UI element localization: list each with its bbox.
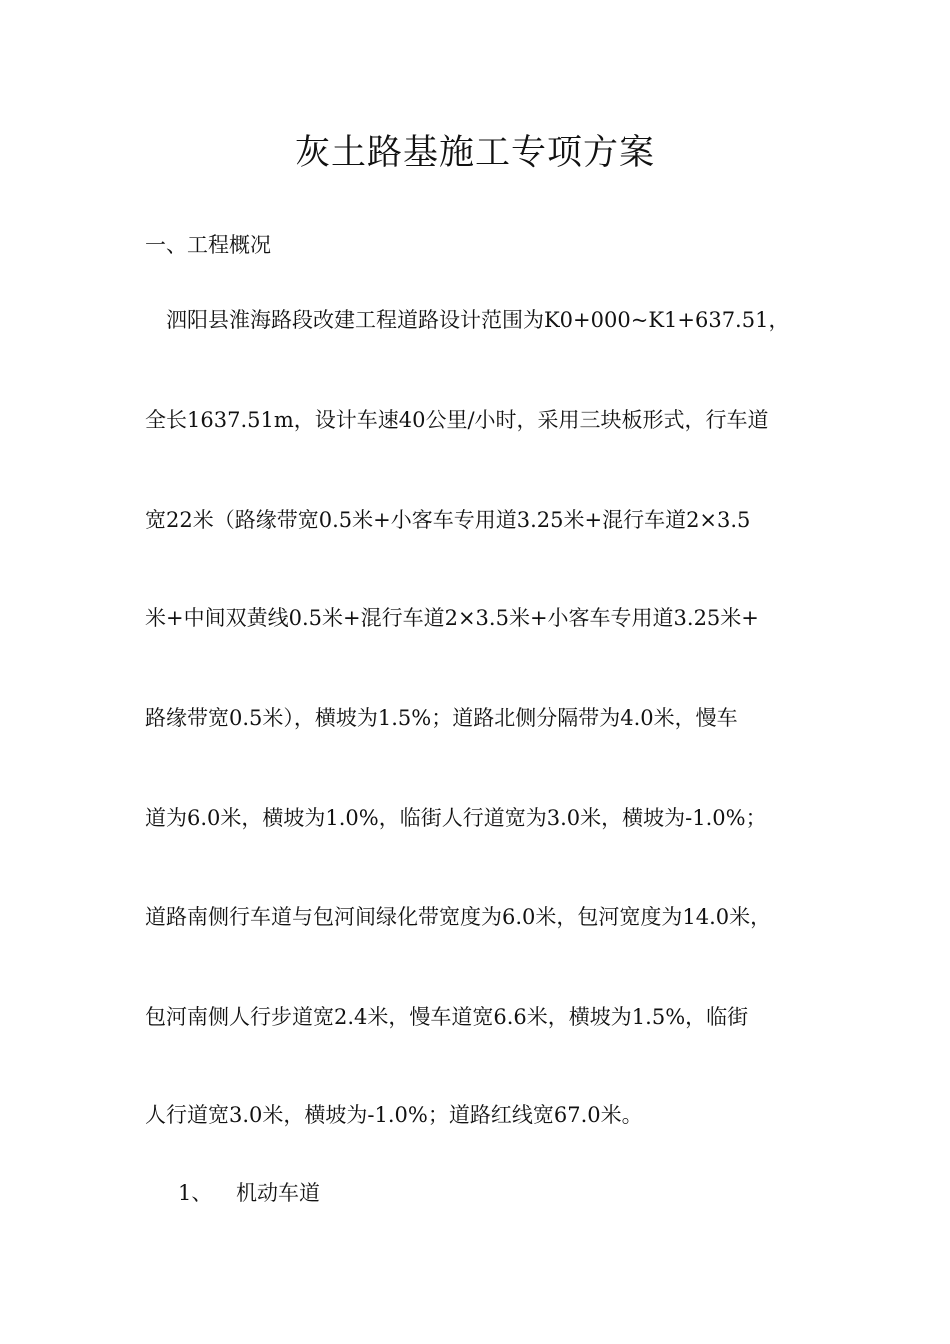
document-title: 灰土路基施工专项方案: [294, 133, 655, 173]
paragraph-line: 米+中间双黄线0.5米+混行车道2×3.5米+小客车专用道3.25米+: [145, 606, 759, 630]
paragraph-line: 宽22米（路缘带宽0.5米+小客车专用道3.25米+混行车道2×3.5: [145, 508, 751, 532]
paragraph-line: 路缘带宽0.5米），横坡为1.5%；道路北侧分隔带为4.0米，慢车: [145, 706, 738, 730]
section-heading: 一、工程概况: [145, 233, 271, 257]
paragraph-line: 道路南侧行车道与包河间绿化带宽度为6.0米，包河宽度为14.0米，: [145, 905, 772, 929]
paragraph-line: 包河南侧人行步道宽2.4米，慢车道宽6.6米，横坡为1.5%，临街: [145, 1005, 749, 1029]
paragraph-line: 全长1637.51m，设计车速40公里/小时，采用三块板形式，行车道: [145, 408, 769, 432]
subsection-number: 1、: [178, 1181, 213, 1205]
paragraph-line: 泗阳县淮海路段改建工程道路设计范围为K0+000~K1+637.51，: [145, 308, 790, 332]
paragraph-line: 人行道宽3.0米，横坡为-1.0%；道路红线宽67.0米。: [145, 1103, 643, 1127]
subsection-heading: 机动车道: [236, 1181, 320, 1205]
paragraph-line: 道为6.0米，横坡为1.0%，临街人行道宽为3.0米，横坡为-1.0%；: [145, 806, 767, 830]
